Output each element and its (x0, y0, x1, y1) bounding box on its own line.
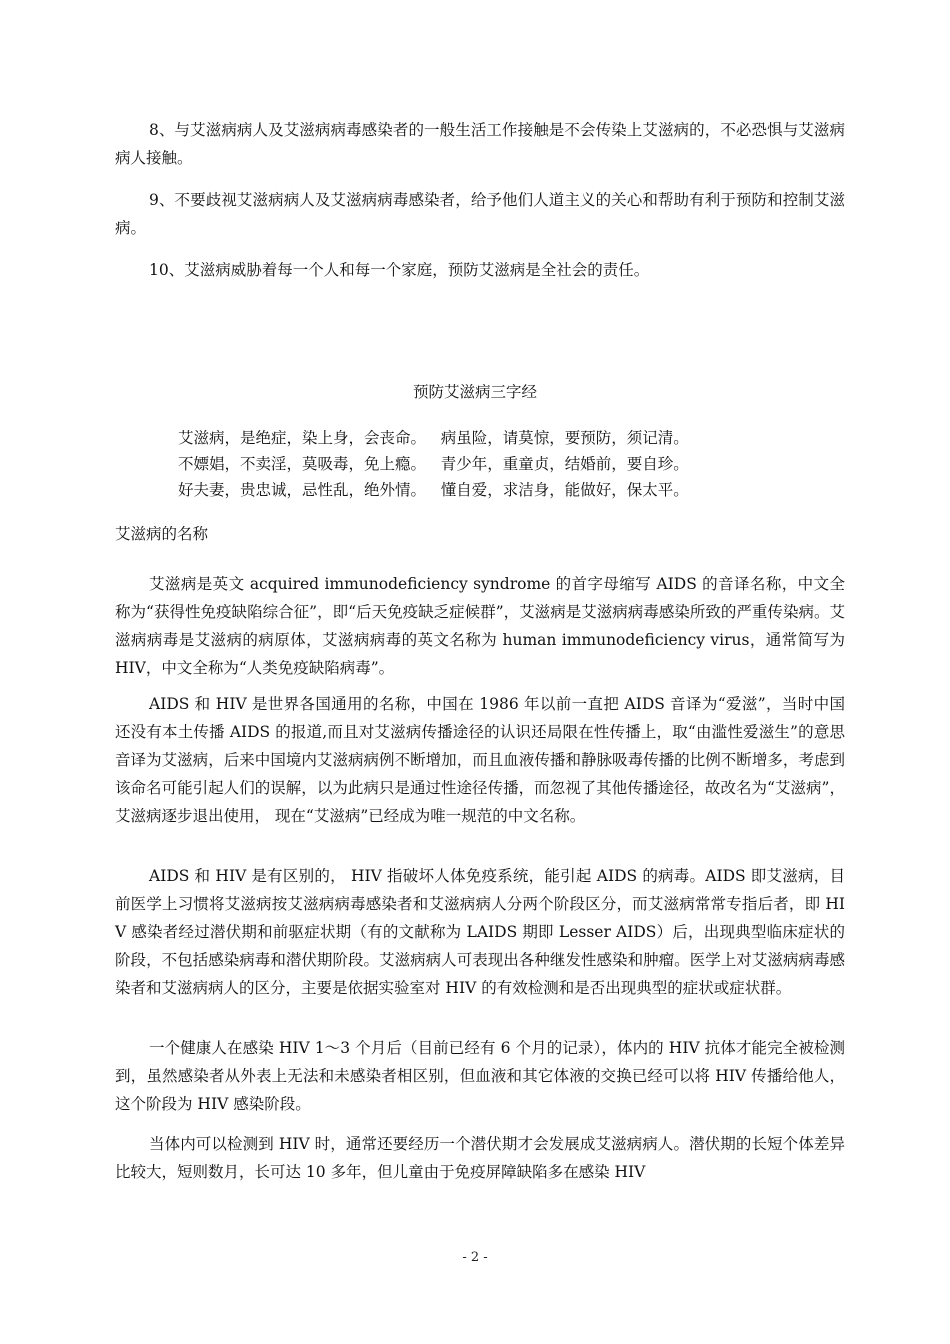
verse-block (178, 425, 798, 503)
paragraph-aids-name: 艾滋病是英文 acquired immunodeficiency syndrome 的首字母缩写 AIDS 的音译名称，中文全称为“获得性免疫缺陷综合征”，即“后天免疫缺乏症候群”，艾滋病是艾滋病病毒感染所致的严重传染病。艾滋病病毒是艾滋病的病原体，艾滋病病毒的英文名称为 human immunodeficiency virus，通常简写为 HIV，中文全称为“人类免疫缺陷病毒”。 (115, 575, 845, 677)
section-heading: 艾滋病的名称 (115, 525, 209, 543)
verse-title: 预防艾滋病三字经 (412, 383, 537, 401)
paragraph-item-10: 10、艾滋病威胁着每一个人和每一个家庭，预防艾滋病是全社会的责任。 (149, 261, 650, 279)
paragraph-hiv-infection-stage: 一个健康人在感染 HIV 1～3 个月后（目前已经有 6 个月的记录），体内的 HIV 抗体才能完全被检测到，虽然感染者从外表上无法和未感染者相区别，但血液和其它体液的交换已经可以将 HIV 传播给他人，这个阶段为 HIV 感染阶段。 (115, 1039, 845, 1113)
paragraph-item-8: 8、与艾滋病病人及艾滋病病毒感染者的一般生活工作接触是不会传染上艾滋病的，不必恐惧与艾滋病病人接触。 (115, 121, 845, 167)
verse-line: 好夫妻，贵忠诚，忌性乱，绝外情。 懂自爱，求洁身，能做好，保太平。 (178, 481, 689, 499)
paragraph-aids-hiv-difference: AIDS 和 HIV 是有区别的， HIV 指破坏人体免疫系统，能引起 AIDS 的病毒。AIDS 即艾滋病，目前医学上习惯将艾滋病按艾滋病病毒感染者和艾滋病病人分两个阶段区分，而艾滋病常常专指后者，即 HIV 感染者经过潜伏期和前驱症状期（有的文献称为 LAIDS 期即 Lesser AIDS）后，出现典型临床症状的阶段，不包括感染病毒和潜伏期阶段。艾滋病病人可表现出各种继发性感染和肿瘤。医学上对艾滋病病毒感染者和艾滋病病人的区分，主要是依据实验室对 HIV 的有效检测和是否出现典型的症状或症状群。 (115, 867, 845, 997)
paragraph-item-9: 9、不要歧视艾滋病病人及艾滋病病毒感染者，给予他们人道主义的关心和帮助有利于预防和控制艾滋病。 (115, 191, 845, 237)
paragraph-incubation-period: 当体内可以检测到 HIV 时，通常还要经历一个潜伏期才会发展成艾滋病病人。潜伏期的长短个体差异比较大，短则数月，长可达 10 多年，但儿童由于免疫屏障缺陷多在感染 HIV (115, 1135, 845, 1181)
paragraph-aids-history: AIDS 和 HIV 是世界各国通用的名称，中国在 1986 年以前一直把 AIDS 音译为“爱滋”，当时中国还没有本土传播 AIDS 的报道,而且对艾滋病传播途径的认识还局限在性传播上，取“由滥性爱滋生”的意思音译为艾滋病，后来中国境内艾滋病病例不断增加，而且血液传播和静脉吸毒传播的比例不断增多，考虑到该命名可能引起人们的误解，以为此病只是通过性途径传播，而忽视了其他传播途径，故改名为“艾滋病”，艾滋病逐步退出使用， 现在“艾滋病”已经成为唯一规范的中文名称。 (115, 695, 845, 825)
page-number: - 2 - (462, 1250, 488, 1265)
verse-line: 不嫖娼，不卖淫，莫吸毒，免上瘾。 青少年，重童贞，结婚前，要自珍。 (178, 455, 689, 473)
verse-line: 艾滋病，是绝症，染上身，会丧命。 病虽险，请莫惊，要预防，须记清。 (178, 429, 689, 447)
